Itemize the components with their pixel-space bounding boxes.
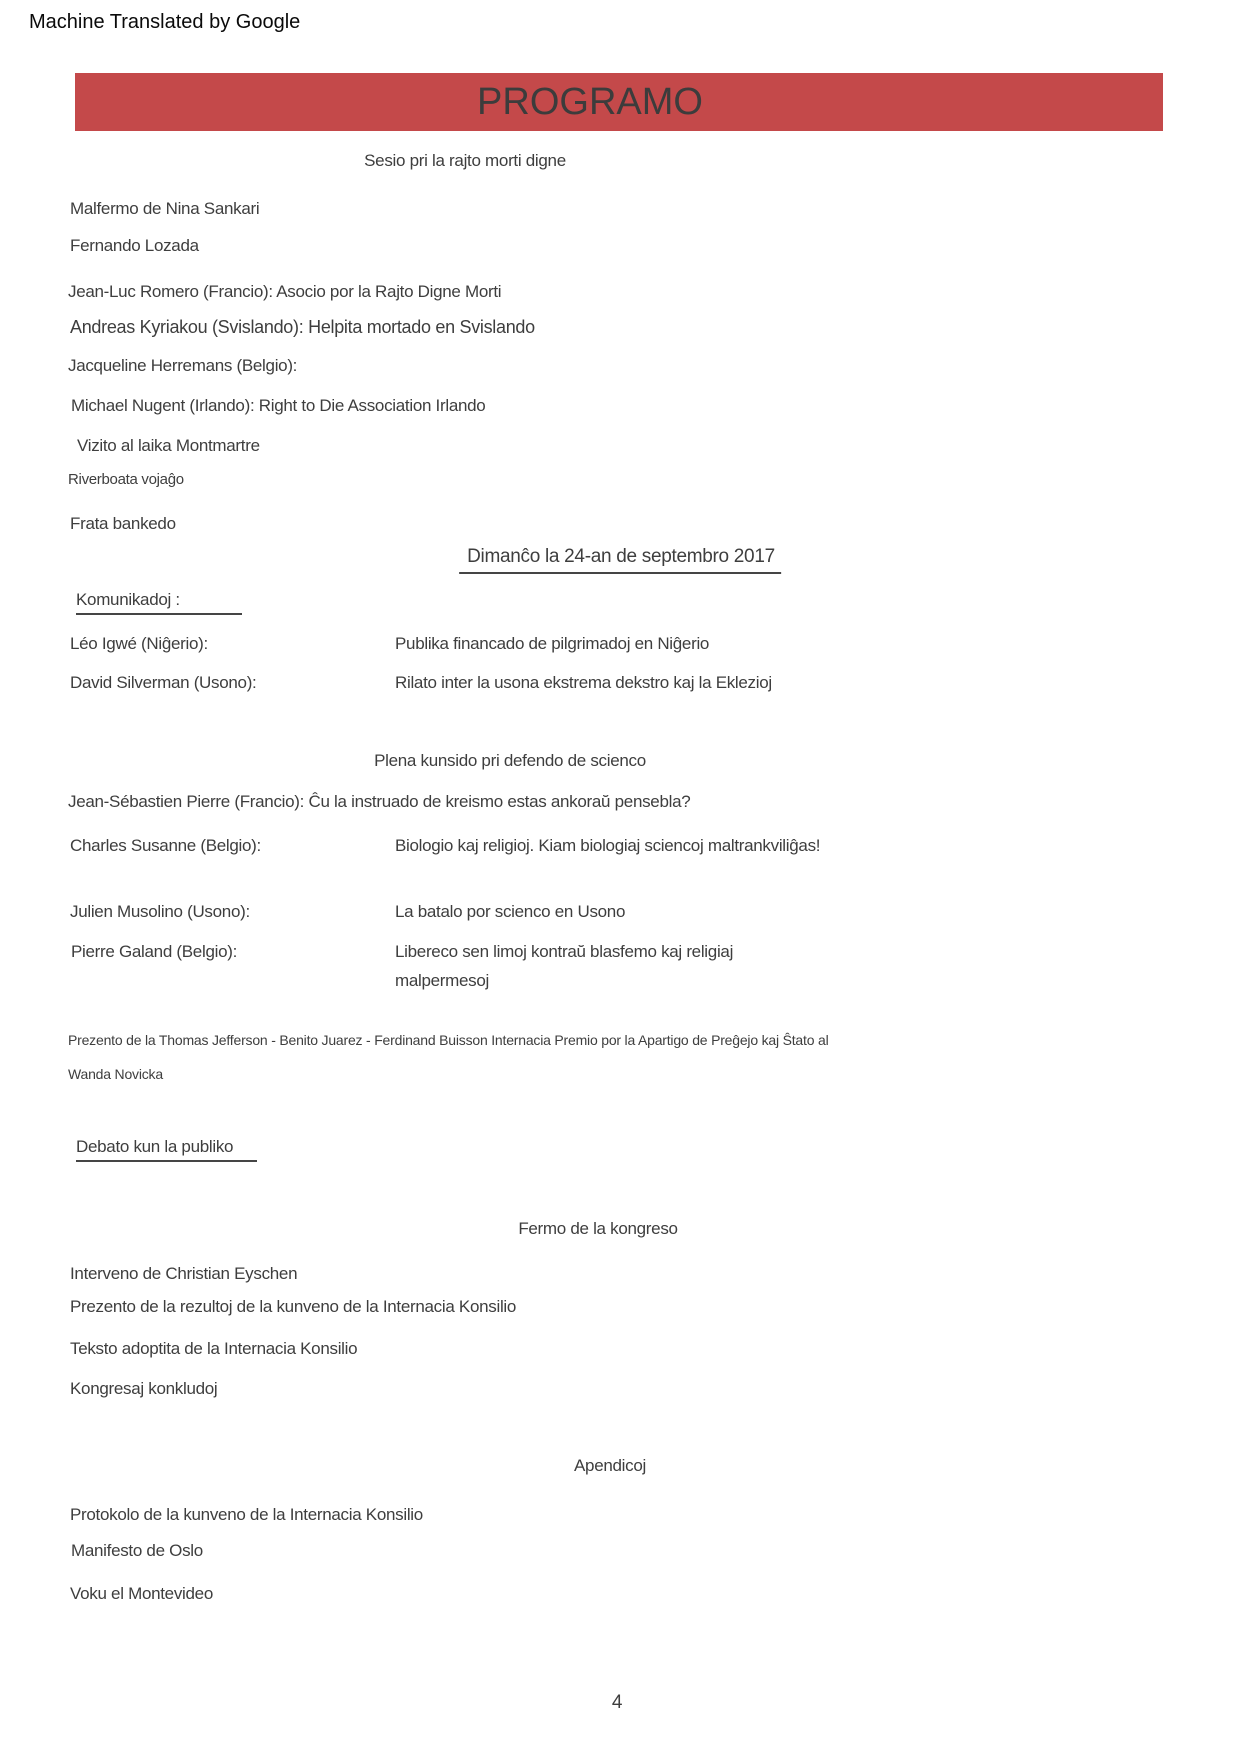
speaker-name: Julien Musolino (Usono): (70, 902, 250, 921)
program-line: Fernando Lozada (70, 236, 199, 255)
talk-topic: La batalo por scienco en Usono (395, 902, 626, 921)
program-line: Protokolo de la kunveno de la Internacia Konsilio (70, 1505, 423, 1524)
program-line: Malfermo de Nina Sankari (70, 199, 260, 218)
program-line: Michael Nugent (Irlando): Right to Die Association Irlando (71, 396, 486, 415)
program-line: Teksto adoptita de la Internacia Konsilio (70, 1339, 358, 1358)
program-line: Voku el Montevideo (70, 1584, 213, 1603)
debate-text: Debato kun la publiko (76, 1137, 257, 1162)
session-heading: Sesio pri la rajto morti digne (364, 151, 566, 170)
communications-text: Komunikadoj : (76, 590, 242, 615)
program-line: Vizito al laika Montmartre (77, 436, 260, 455)
speaker-name: Pierre Galand (Belgio): (71, 942, 238, 961)
speaker-name: Charles Susanne (Belgio): (70, 836, 261, 855)
talk-topic: Publika financado de pilgrimadoj en Niĝerio (395, 634, 710, 653)
award-recipient: Wanda Novicka (68, 1066, 163, 1082)
plenary-heading: Plena kunsido pri defendo de scienco (374, 751, 646, 770)
machine-translated-watermark: Machine Translated by Google (29, 11, 301, 33)
page-number: 4 (611, 1692, 623, 1713)
program-banner (75, 73, 1163, 131)
program-line: Riverboata vojaĝo (68, 471, 184, 488)
award-presentation-line: Prezento de la Thomas Jefferson - Benito Juarez - Ferdinand Buisson Internacia Premio por la Apartigo de Preĝejo kaj Ŝtato al (68, 1032, 829, 1048)
program-line: Kongresaj konkludoj (70, 1379, 218, 1398)
appendix-heading: Apendicoj (574, 1456, 646, 1475)
talk-topic-continuation: malpermesoj (395, 971, 490, 990)
sunday-date-text: Dimanĉo la 24-an de septembro 2017 (459, 546, 781, 574)
communications-subheading (76, 590, 242, 615)
program-line: Andreas Kyriakou (Svislando): Helpita mortado en Svislando (70, 317, 535, 337)
talk-topic: Biologio kaj religioj. Kiam biologiaj sciencoj maltrankviliĝas! (395, 836, 821, 855)
talk-topic: Libereco sen limoj kontraŭ blasfemo kaj religiaj (395, 942, 734, 961)
program-line: Jean-Sébastien Pierre (Francio): Ĉu la instruado de kreismo estas ankoraŭ pensebla? (68, 792, 691, 811)
program-line: Interveno de Christian Eyschen (70, 1264, 298, 1283)
program-line: Jacqueline Herremans (Belgio): (68, 356, 298, 375)
program-line: Jean-Luc Romero (Francio): Asocio por la Rajto Digne Morti (68, 282, 502, 301)
speaker-name: Léo Igwé (Niĝerio): (70, 634, 208, 653)
sunday-date-heading (459, 546, 781, 574)
debate-subheading (76, 1137, 257, 1162)
talk-topic: Rilato inter la usona ekstrema dekstro kaj la Eklezioj (395, 673, 772, 692)
program-line: Prezento de la rezultoj de la kunveno de la Internacia Konsilio (70, 1297, 517, 1316)
speaker-name: David Silverman (Usono): (70, 673, 257, 692)
program-line: Frata bankedo (70, 514, 176, 533)
closing-heading: Fermo de la kongreso (518, 1219, 678, 1238)
program-line: Manifesto de Oslo (71, 1541, 203, 1560)
page-title: PROGRAMO (477, 80, 703, 123)
